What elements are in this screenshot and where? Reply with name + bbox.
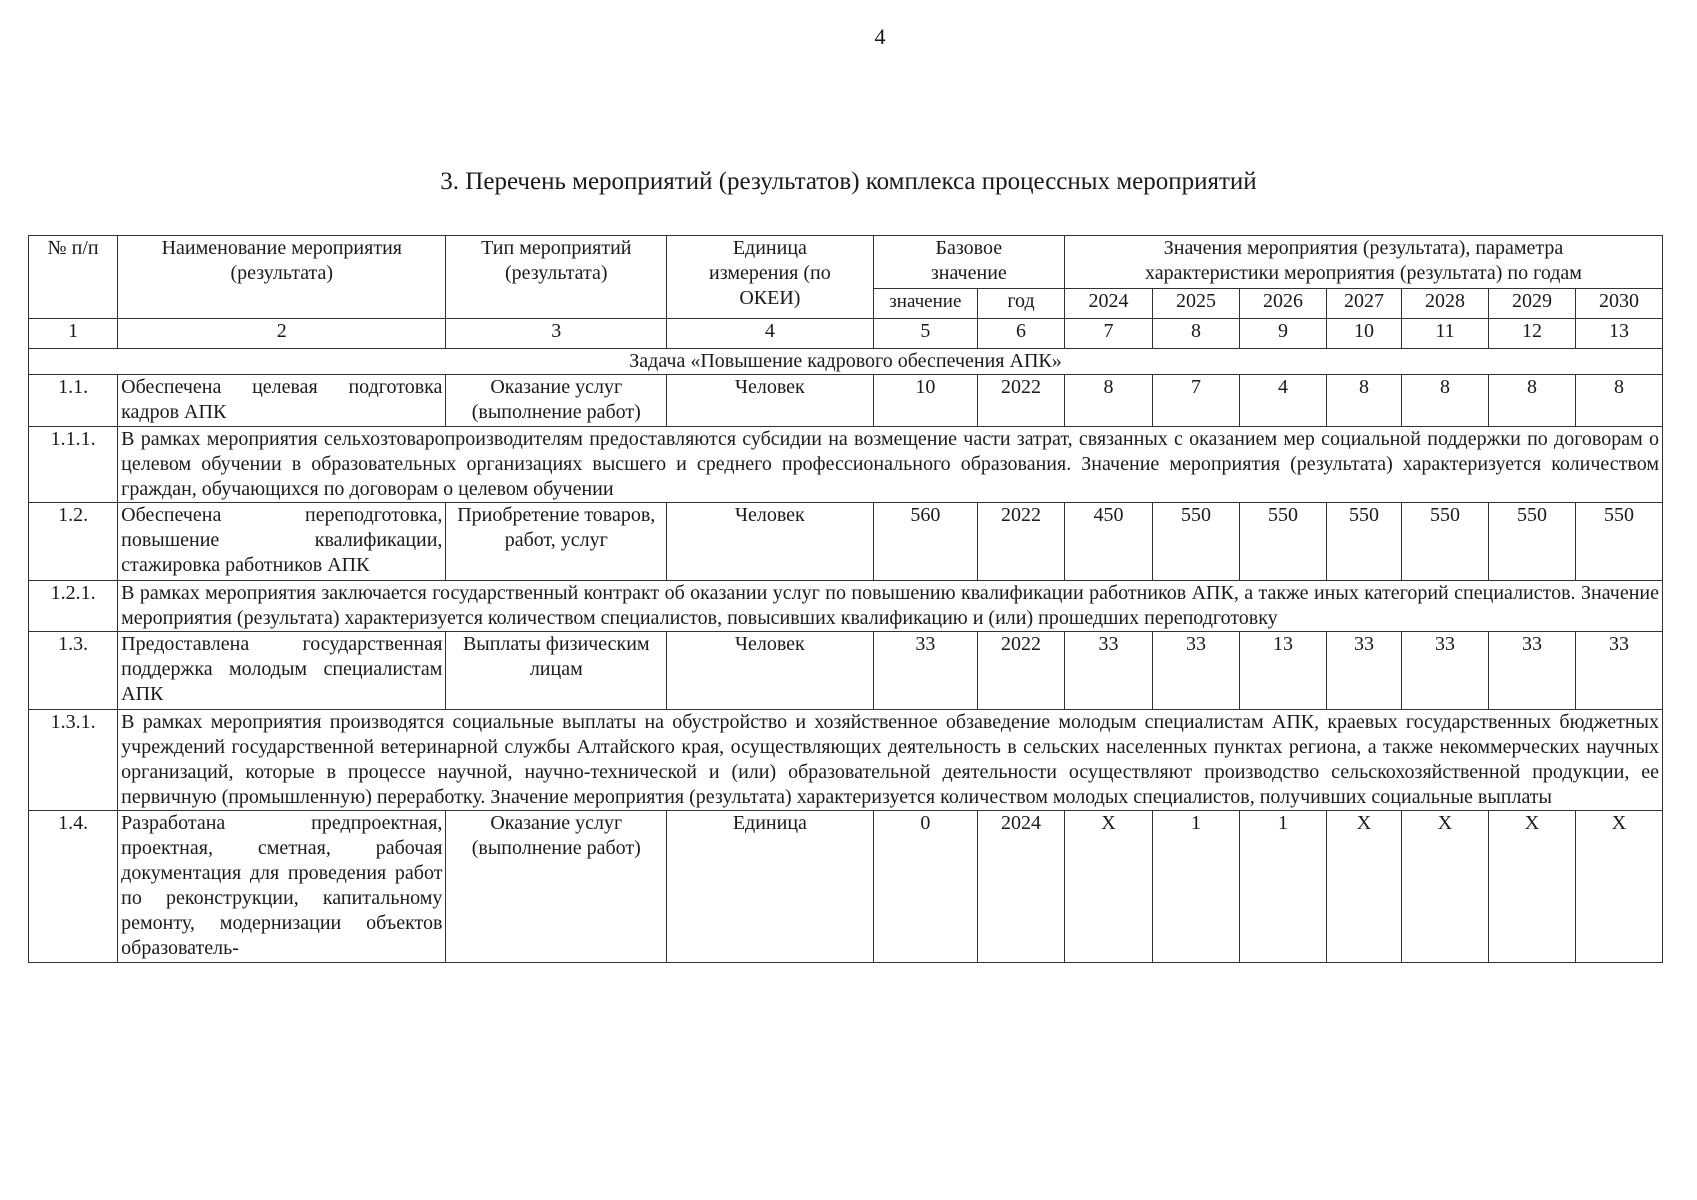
row-value-2026: 1 <box>1240 811 1327 963</box>
header-year: 2026 <box>1240 289 1327 319</box>
header-base-value: значение <box>873 289 977 319</box>
row-num: 1.2. <box>29 503 118 581</box>
column-number: 2 <box>118 319 446 349</box>
header-base-year: год <box>978 289 1065 319</box>
row-value-2025: 1 <box>1153 811 1240 963</box>
column-number: 6 <box>978 319 1065 349</box>
row-value-2027: Х <box>1326 811 1401 963</box>
column-numbers-row <box>29 319 1663 349</box>
header-year: 2027 <box>1326 289 1401 319</box>
row-value-2026: 4 <box>1240 375 1327 427</box>
column-number: 10 <box>1326 319 1401 349</box>
header-year: 2028 <box>1401 289 1488 319</box>
column-number: 4 <box>667 319 874 349</box>
header-unit: Единица измерения (по ОКЕИ) <box>667 236 874 319</box>
note-row <box>29 581 1663 632</box>
row-value-2025: 7 <box>1153 375 1240 427</box>
row-value-2029: 33 <box>1488 632 1575 710</box>
column-number: 3 <box>446 319 667 349</box>
header-year: 2025 <box>1153 289 1240 319</box>
row-base-year: 2022 <box>978 632 1065 710</box>
header-year: 2024 <box>1065 289 1153 319</box>
row-value-2030: Х <box>1575 811 1662 963</box>
header-year: 2030 <box>1575 289 1662 319</box>
row-value-2029: Х <box>1488 811 1575 963</box>
note-text: В рамках мероприятия производятся социальные выплаты на обустройство и хозяйственное обзаведение молодым специалистам АПК, краевых государственных бюджетных учреждений государственной ветеринарной службы Алтайского края, осуществляющих деятельность в сельских населенных пунктах региона, а также некоммерческих научных организаций, которые в процессе научной, научно-технической и (или) образовательной деятельности осуществляют производство сельскохозяйственной продукции, ее первичную (промышленную) переработку. Значение мероприятия (результата) характеризуется количеством молодых специалистов, получивших социальные выплаты <box>118 710 1663 811</box>
page-number: 4 <box>874 24 886 49</box>
row-num: 1.4. <box>29 811 118 963</box>
row-value-2030: 550 <box>1575 503 1662 581</box>
row-value-2028: 33 <box>1401 632 1488 710</box>
column-number: 11 <box>1401 319 1488 349</box>
row-value-2028: 8 <box>1401 375 1488 427</box>
row-value-2029: 8 <box>1488 375 1575 427</box>
row-base-value: 0 <box>873 811 977 963</box>
row-value-2026: 13 <box>1240 632 1327 710</box>
row-value-2024: 450 <box>1065 503 1153 581</box>
task-row <box>29 349 1663 375</box>
row-base-year: 2024 <box>978 811 1065 963</box>
row-value-2025: 550 <box>1153 503 1240 581</box>
row-value-2027: 33 <box>1326 632 1401 710</box>
row-value-2028: 550 <box>1401 503 1488 581</box>
row-num: 1.3. <box>29 632 118 710</box>
measures-table <box>28 235 1663 963</box>
row-value-2030: 8 <box>1575 375 1662 427</box>
column-number: 1 <box>29 319 118 349</box>
row-value-2030: 33 <box>1575 632 1662 710</box>
row-value-2026: 550 <box>1240 503 1327 581</box>
row-name: Обеспечена переподготовка, повышение квалификации, стажировка работников АПК <box>118 503 446 581</box>
row-value-2024: Х <box>1065 811 1153 963</box>
table-row <box>29 375 1663 427</box>
row-type: Выплаты физическим лицам <box>446 632 667 710</box>
row-num: 1.1. <box>29 375 118 427</box>
header-type: Тип мероприятий (результата) <box>446 236 667 319</box>
row-unit: Единица <box>667 811 874 963</box>
header-num: № п/п <box>29 236 118 319</box>
column-number: 8 <box>1153 319 1240 349</box>
row-unit: Человек <box>667 632 874 710</box>
row-type: Оказание услуг (выполнение работ) <box>446 375 667 427</box>
note-text: В рамках мероприятия заключается государственный контракт об оказании услуг по повышению квалификации работников АПК, а также иных категорий специалистов. Значение мероприятия (результата) характеризуется количеством специалистов, повысивших квалификацию и (или) прошедших переподготовку <box>118 581 1663 632</box>
document-title: 3. Перечень мероприятий (результатов) комплекса процессных мероприятий <box>440 168 1257 195</box>
row-unit: Человек <box>667 503 874 581</box>
row-name: Обеспечена целевая подготовка кадров АПК <box>118 375 446 427</box>
row-type: Приобретение товаров, работ, услуг <box>446 503 667 581</box>
column-number: 9 <box>1240 319 1327 349</box>
row-value-2028: Х <box>1401 811 1488 963</box>
note-num: 1.3.1. <box>29 710 118 811</box>
row-value-2025: 33 <box>1153 632 1240 710</box>
row-value-2024: 8 <box>1065 375 1153 427</box>
row-value-2024: 33 <box>1065 632 1153 710</box>
column-number: 12 <box>1488 319 1575 349</box>
note-row <box>29 710 1663 811</box>
table-row <box>29 503 1663 581</box>
header-name: Наименование мероприятия (результата) <box>118 236 446 319</box>
row-base-value: 560 <box>873 503 977 581</box>
row-value-2029: 550 <box>1488 503 1575 581</box>
header-values-by-year: Значения мероприятия (результата), параметра характеристики мероприятия (результата) по годам <box>1065 236 1663 289</box>
row-base-value: 10 <box>873 375 977 427</box>
row-value-2027: 550 <box>1326 503 1401 581</box>
header-year: 2029 <box>1488 289 1575 319</box>
row-name: Предоставлена государственная поддержка молодым специалистам АПК <box>118 632 446 710</box>
row-value-2027: 8 <box>1326 375 1401 427</box>
row-type: Оказание услуг (выполнение работ) <box>446 811 667 963</box>
column-number: 5 <box>873 319 977 349</box>
row-base-value: 33 <box>873 632 977 710</box>
column-number: 13 <box>1575 319 1662 349</box>
task-title: Задача «Повышение кадрового обеспечения АПК» <box>29 349 1663 375</box>
row-base-year: 2022 <box>978 503 1065 581</box>
note-row <box>29 427 1663 503</box>
header-row <box>29 236 1663 289</box>
row-name: Разработана предпроектная, проектная, сметная, рабочая документация для проведения работ по реконструкции, капитальному ремонту, модернизации объектов образователь- <box>118 811 446 963</box>
note-num: 1.1.1. <box>29 427 118 503</box>
table-row <box>29 811 1663 963</box>
table-row <box>29 632 1663 710</box>
row-base-year: 2022 <box>978 375 1065 427</box>
note-text: В рамках мероприятия сельхозтоваропроизводителям предоставляются субсидии на возмещение части затрат, связанных с оказанием мер социальной поддержки по договорам о целевом обучении в образовательных организациях высшего и среднего профессионального образования. Значение мероприятия (результата) характеризуется количеством граждан, обучающихся по договорам о целевом обучении <box>118 427 1663 503</box>
note-num: 1.2.1. <box>29 581 118 632</box>
header-base: Базовое значение <box>873 236 1064 289</box>
column-number: 7 <box>1065 319 1153 349</box>
row-unit: Человек <box>667 375 874 427</box>
